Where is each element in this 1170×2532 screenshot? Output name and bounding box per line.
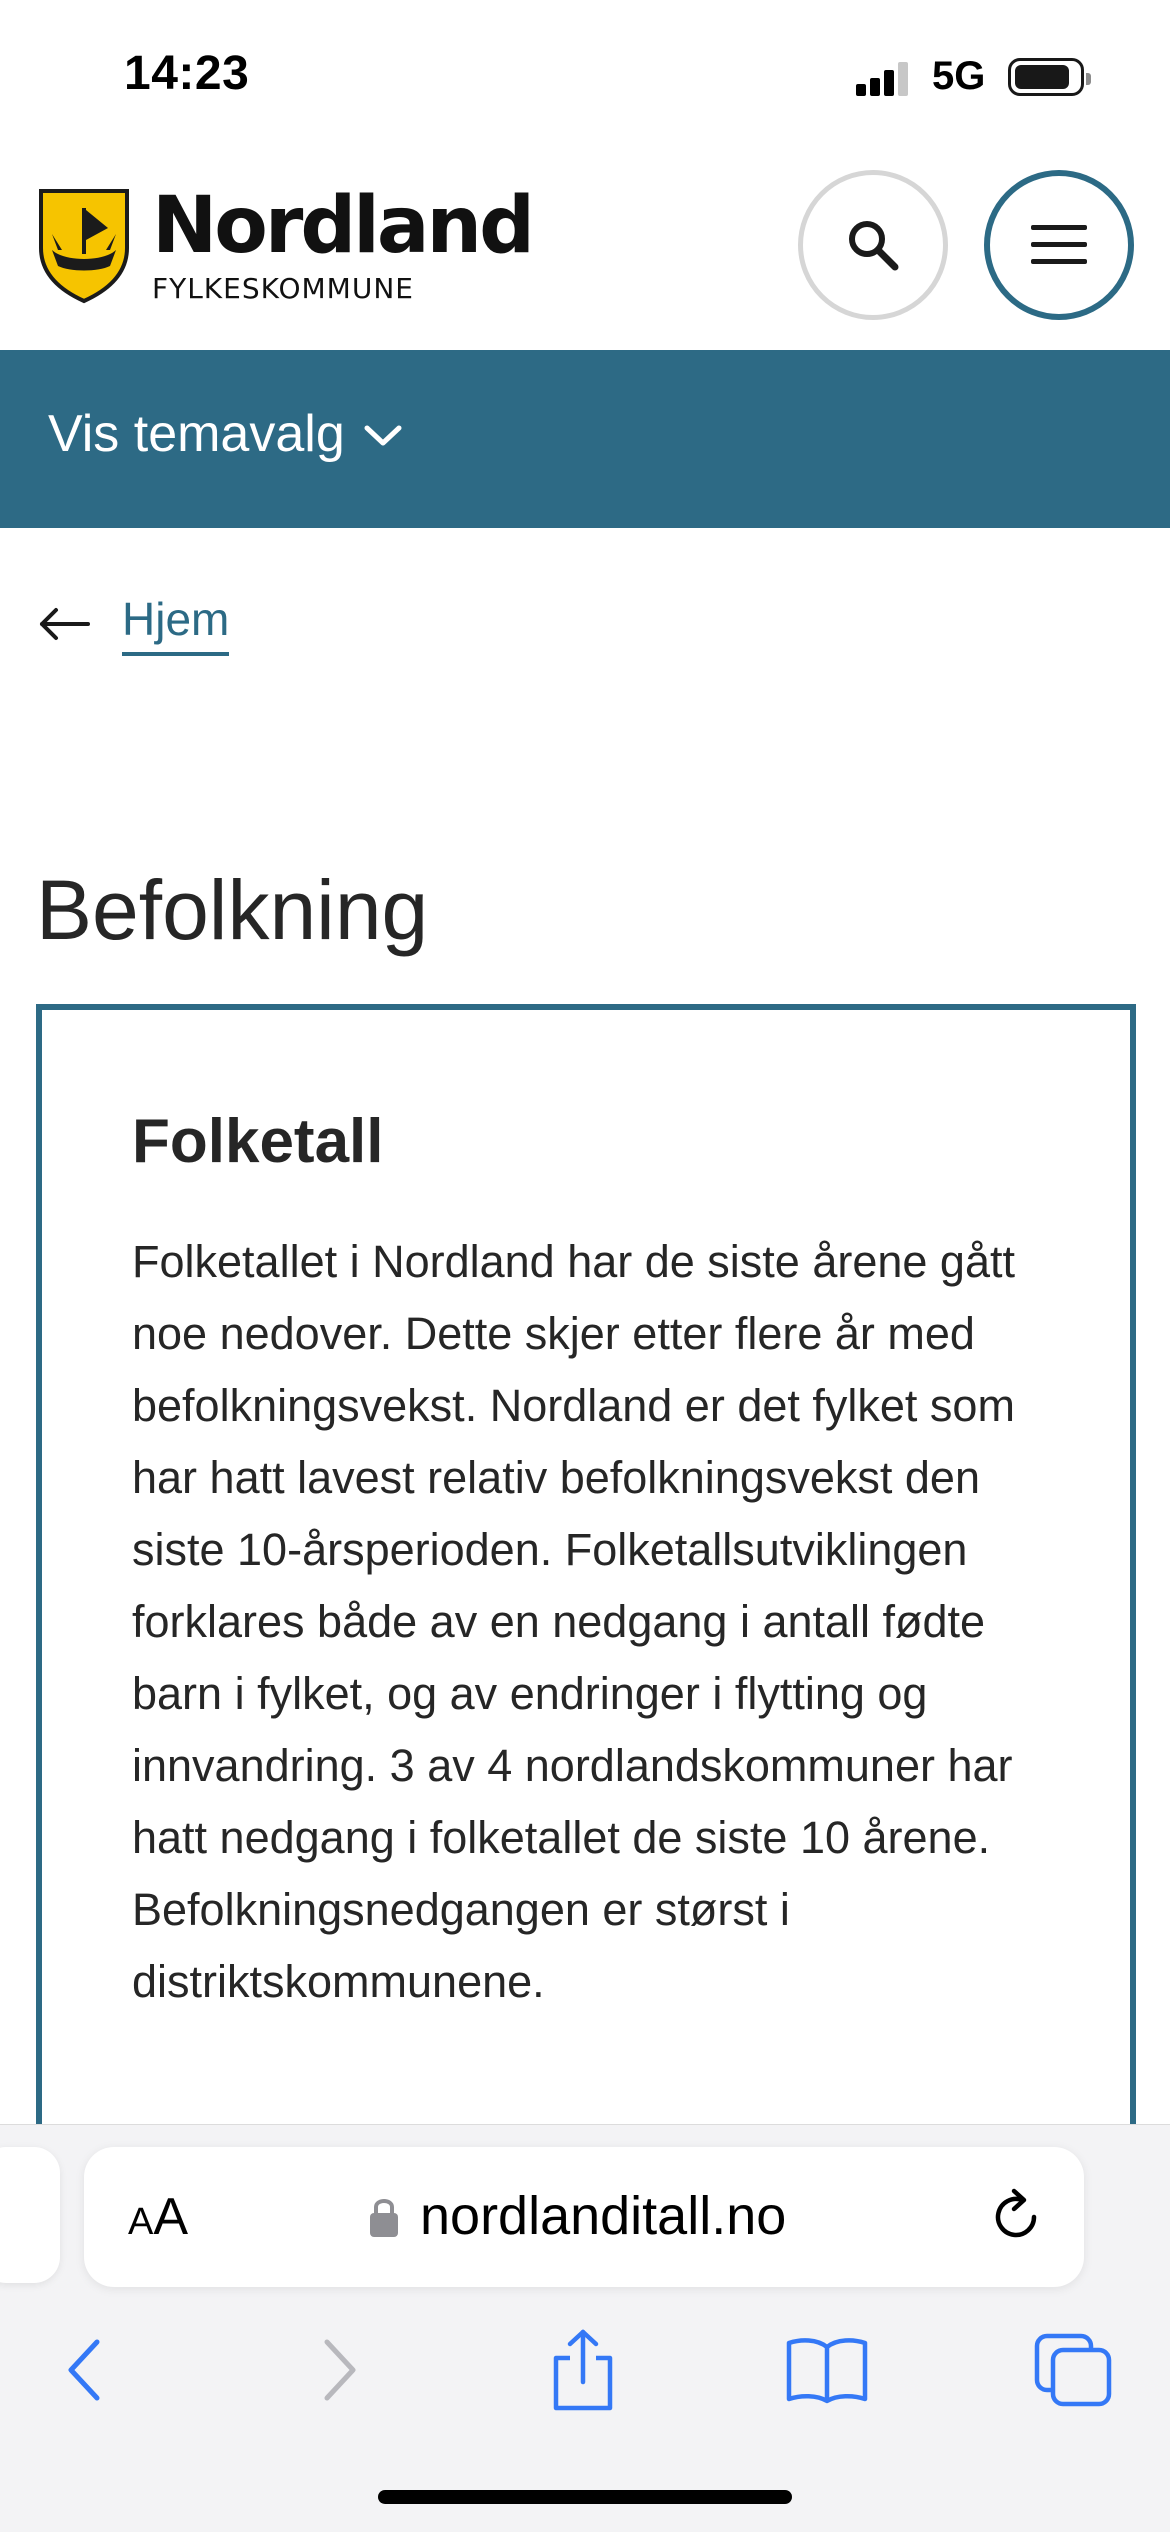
forward-icon: [319, 2338, 359, 2402]
folketall-card: [36, 1004, 1136, 2304]
lock-icon: [368, 2195, 400, 2239]
nordland-shield-icon[interactable]: [38, 188, 130, 304]
back-button[interactable]: [30, 2315, 140, 2425]
home-indicator: [378, 2490, 792, 2504]
bookmarks-icon: [785, 2335, 869, 2405]
theme-toggle-label: Vis temavalg: [48, 405, 345, 463]
theme-toggle-button[interactable]: [48, 404, 403, 464]
status-time: 14:23: [124, 47, 250, 100]
logo-subtitle: FYLKESKOMMUNE: [152, 272, 414, 305]
search-button[interactable]: [798, 170, 948, 320]
network-label: 5G: [932, 54, 986, 98]
back-icon: [65, 2338, 105, 2402]
reload-icon[interactable]: [988, 2187, 1044, 2247]
battery-icon: [1008, 58, 1084, 96]
address-bar[interactable]: [84, 2147, 1084, 2287]
tabs-button[interactable]: [1018, 2315, 1128, 2425]
theme-bar: [0, 350, 1170, 528]
logo-name: Nordland: [152, 181, 532, 271]
share-icon: [548, 2328, 618, 2412]
browser-bottom-bar: [0, 2124, 1170, 2532]
search-icon: [843, 215, 903, 275]
breadcrumb-home[interactable]: [38, 592, 229, 656]
hamburger-menu-icon: [1029, 223, 1089, 267]
signal-bars-icon: [856, 60, 916, 96]
arrow-left-icon: [38, 606, 90, 642]
menu-button[interactable]: [984, 170, 1134, 320]
previous-tab-peek[interactable]: [0, 2147, 60, 2283]
card-title: Folketall: [132, 1107, 384, 1176]
bookmarks-button[interactable]: [772, 2315, 882, 2425]
browser-toolbar: [0, 2315, 1170, 2425]
url-text[interactable]: nordlanditall.no: [420, 2186, 787, 2246]
forward-button[interactable]: [284, 2315, 394, 2425]
text-size-button[interactable]: AA: [128, 2188, 189, 2246]
page-title: Befolkning: [36, 863, 429, 957]
status-bar: [0, 0, 1170, 150]
share-button[interactable]: [528, 2315, 638, 2425]
chevron-down-icon: [363, 423, 403, 449]
site-header: [0, 150, 1170, 350]
breadcrumb-home-link[interactable]: Hjem: [122, 592, 229, 656]
logo[interactable]: [152, 181, 532, 305]
tabs-icon: [1033, 2332, 1113, 2408]
card-body: Folketallet i Nordland har de siste årene gått noe nedover. Dette skjer etter flere år med befolkningsvekst. Nordland er det fylket som har hatt lavest relativ befolkningsvekst den siste 10-årsperioden. Folketallsutviklingen forklares både av en nedgang i antall fødte barn i fylket, og av endringer i flytting og innvandring. 3 av 4 nordlandskommuner har hatt nedgang i folketallet de siste 10 årene. Befolkningsnedgangen er størst i distriktskommunene.: [132, 1236, 1015, 2007]
